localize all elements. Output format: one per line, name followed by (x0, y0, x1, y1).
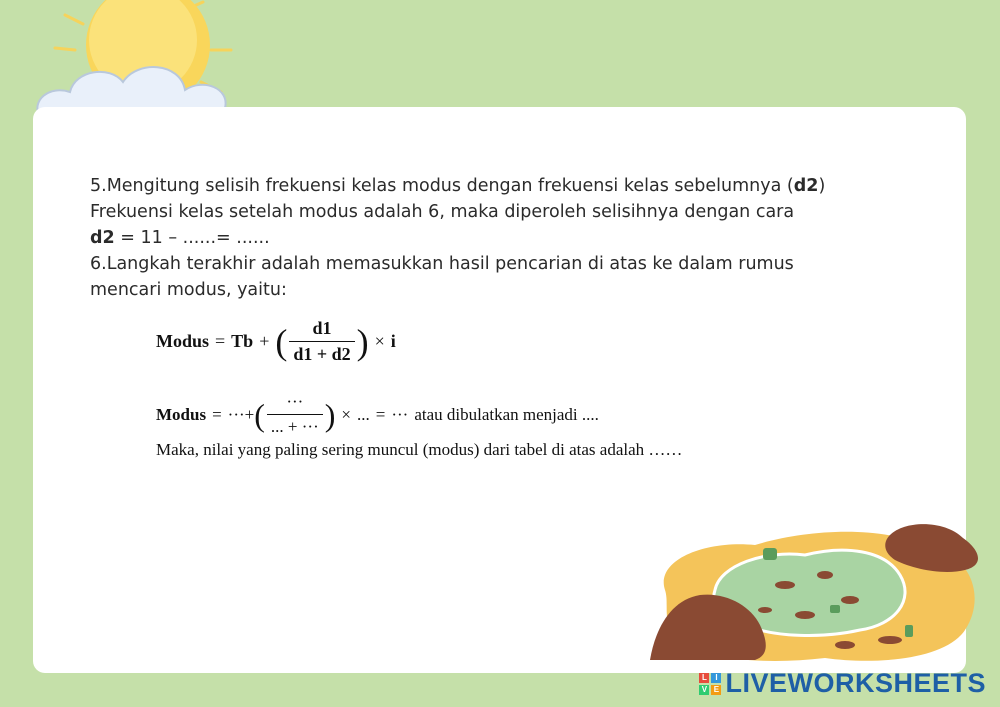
step5-line2: Frekuensi kelas setelah modus adalah 6, maka diperoleh selisihnya dengan cara (90, 202, 795, 222)
step6-line1: 6.Langkah terakhir adalah memasukkan hasil pencarian di atas ke dalam rumus (90, 254, 794, 274)
logo-cube-icon: L I V E (699, 673, 721, 695)
formula-fraction: $\frac{d1}{d1 + d2}$ (289, 318, 354, 365)
formula-lhs: Modus (156, 331, 210, 351)
conclusion-text: Maka, nilai yang paling sering muncul (modus) dari tabel di atas adalah …… (156, 440, 683, 459)
modus-fill-formula: Modus = ··· + ( $\frac{\cdot\cdot\cdot}{... + \cdot\cdot\cdot}$ ) × ... = ··· atau dibulatkan menjadi .... (156, 392, 599, 436)
liveworksheets-logo (699, 668, 986, 699)
logo-text: LIVEWORKSHEETS (725, 668, 986, 698)
island-map-illustration (645, 520, 990, 670)
instructions-text (90, 173, 910, 303)
fill-fraction: $\frac{\cdot\cdot\cdot}{... + \cdot\cdot\cdot}$ (267, 392, 323, 437)
step6-line2: mencari modus, yaitu: (90, 280, 287, 300)
step5-line3: d2 = 11 – ......= ...... (90, 228, 270, 248)
step5-line1: 5.Mengitung selisih frekuensi kelas modus dengan frekuensi kelas sebelumnya (d2) (90, 176, 826, 196)
modus-formula: Modus = Tb + ( $\frac{d1}{d1 + d2}$ ) × i (156, 318, 396, 364)
